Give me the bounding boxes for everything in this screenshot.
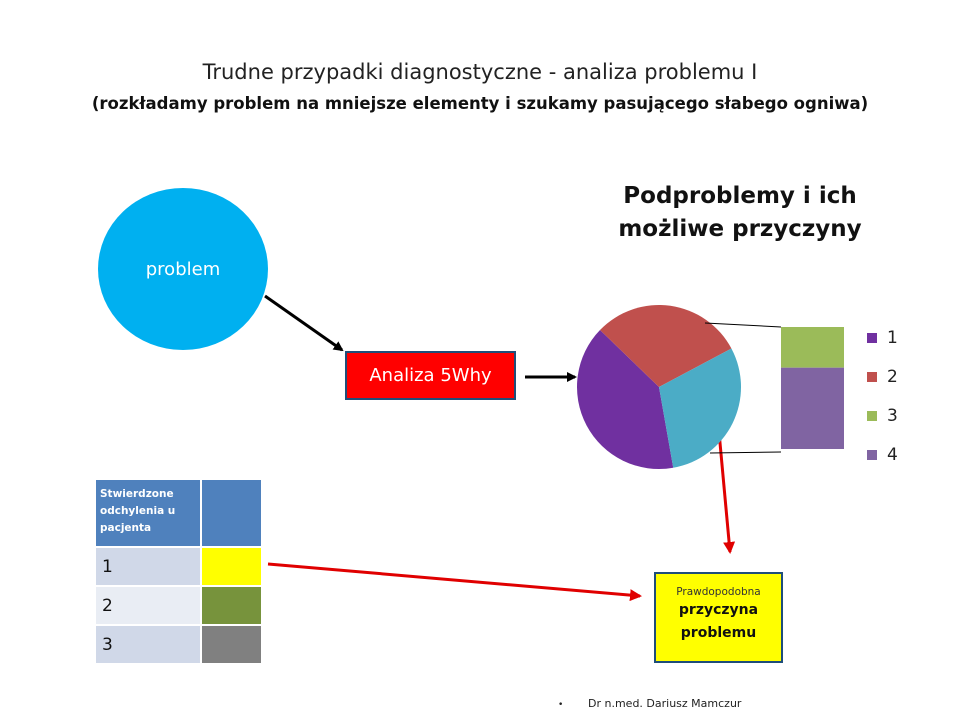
- legend-item: [867, 357, 927, 396]
- chart-title-line-2: możliwe przyczyny: [618, 216, 862, 243]
- legend-swatch-4: [867, 450, 877, 460]
- table-row: [96, 626, 261, 663]
- deviation-table: [94, 478, 263, 665]
- bar-segment-3: [781, 327, 844, 368]
- cause-line-2: przyczyna: [678, 602, 759, 618]
- secondary-bar: [781, 327, 844, 449]
- legend-item: [867, 318, 927, 357]
- problem-label: problem: [145, 258, 221, 280]
- table-header-row: [96, 480, 261, 546]
- table-row: [96, 587, 261, 624]
- arrow-problem-to-analysis: [265, 296, 342, 350]
- footer-author: Dr n.med. Dariusz Mamczur: [588, 697, 742, 710]
- table-row-color: [202, 587, 261, 624]
- page-subtitle: (rozkładamy problem na mniejsze elementy i szukamy pasującego słabego ogniwa): [91, 94, 869, 113]
- pie-connector-top: [705, 323, 781, 327]
- table-header-blank: [202, 480, 261, 546]
- arrow-table-to-cause: [268, 564, 640, 596]
- legend-label-2: 2: [887, 366, 898, 387]
- legend-swatch-3: [867, 411, 877, 421]
- probable-cause-box: [654, 572, 783, 663]
- legend-label-4: 4: [887, 444, 898, 465]
- table-row-label: 2: [96, 587, 200, 624]
- table-row-label: 3: [96, 626, 200, 663]
- cause-line-1: Prawdopodobna: [676, 586, 761, 598]
- chart-title-line-1: Podproblemy i ich: [623, 183, 857, 209]
- legend-label-3: 3: [887, 405, 898, 426]
- legend-label-1: 1: [887, 327, 898, 348]
- legend-swatch-1: [867, 333, 877, 343]
- table-row: [96, 548, 261, 585]
- legend-swatch-2: [867, 372, 877, 382]
- table-row-color: [202, 626, 261, 663]
- footer-bullet: •: [558, 700, 564, 710]
- table-header: Stwierdzone odchylenia u pacjenta: [96, 480, 200, 546]
- cause-line-3: problemu: [680, 625, 757, 641]
- bar-segment-4: [781, 368, 844, 449]
- pie-chart: [577, 305, 741, 469]
- page-title: Trudne przypadki diagnostyczne - analiza problemu I: [202, 60, 758, 84]
- footer: [558, 697, 741, 710]
- analysis-label: Analiza 5Why: [369, 365, 492, 386]
- table-row-color: [202, 548, 261, 585]
- chart-legend: [867, 318, 927, 474]
- legend-item: [867, 396, 927, 435]
- legend-item: [867, 435, 927, 474]
- table-row-label: 1: [96, 548, 200, 585]
